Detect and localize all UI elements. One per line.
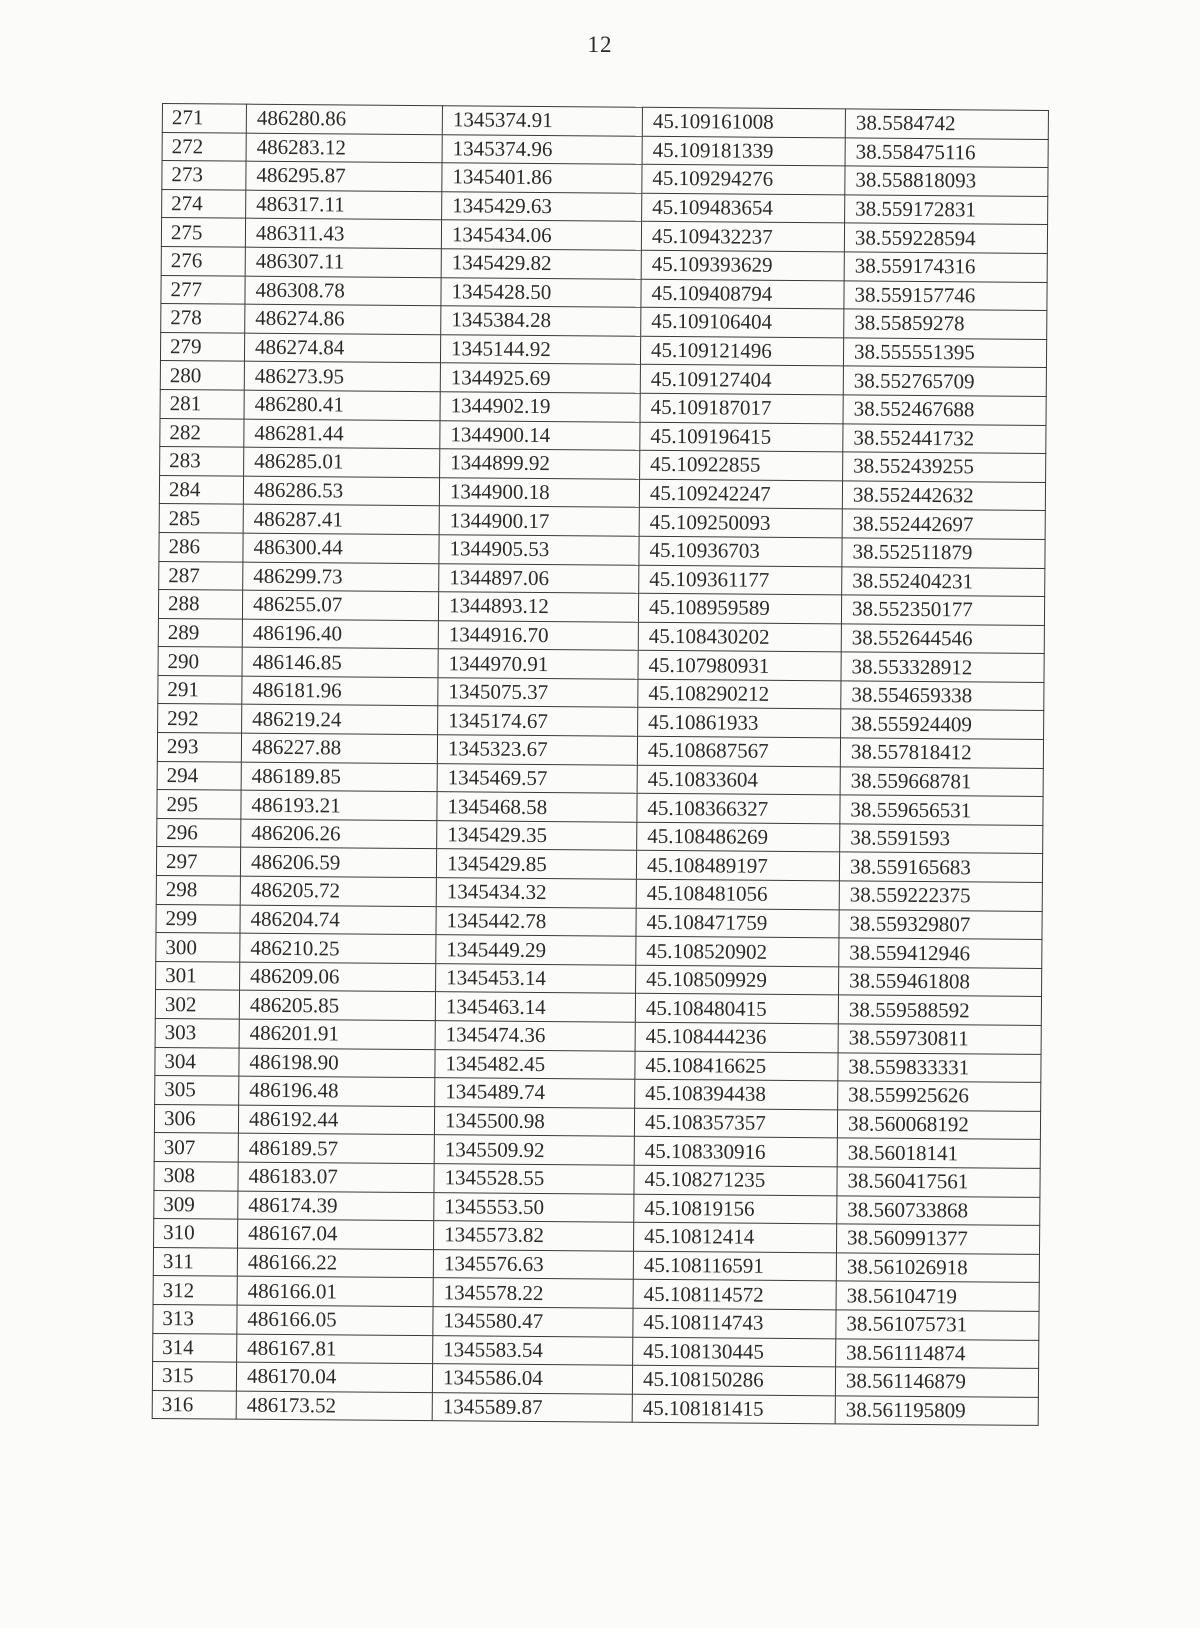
x-coordinate-cell: 486285.01 [244, 447, 440, 477]
point-number-cell: 275 [161, 218, 245, 247]
point-number-cell: 292 [158, 704, 242, 733]
y-coordinate-cell: 1344925.69 [440, 363, 640, 393]
y-coordinate-cell: 1345576.63 [433, 1249, 633, 1279]
point-number-cell: 297 [156, 847, 240, 876]
x-coordinate-cell: 486196.40 [242, 619, 438, 649]
latitude-cell: 45.109393629 [641, 250, 844, 280]
latitude-cell: 45.109187017 [640, 393, 843, 423]
latitude-cell: 45.10936703 [639, 536, 842, 566]
latitude-cell: 45.108150286 [632, 1365, 835, 1395]
latitude-cell: 45.108509929 [636, 965, 839, 995]
y-coordinate-cell: 1345075.37 [438, 678, 638, 708]
point-number-cell: 295 [157, 790, 241, 819]
x-coordinate-cell: 486206.59 [240, 848, 436, 878]
longitude-cell: 38.557818412 [840, 738, 1043, 768]
y-coordinate-cell: 1344905.53 [439, 535, 639, 565]
point-number-cell: 276 [161, 246, 245, 275]
point-number-cell: 309 [154, 1190, 238, 1219]
latitude-cell: 45.108271235 [634, 1165, 837, 1195]
point-number-cell: 272 [162, 132, 246, 161]
longitude-cell: 38.559329807 [839, 909, 1042, 939]
longitude-cell: 38.559172831 [845, 195, 1048, 225]
x-coordinate-cell: 486274.86 [245, 304, 441, 334]
point-number-cell: 281 [160, 389, 244, 418]
point-number-cell: 282 [160, 418, 244, 447]
point-number-cell: 313 [153, 1304, 237, 1333]
y-coordinate-cell: 1345553.50 [434, 1192, 634, 1222]
y-coordinate-cell: 1345374.91 [442, 106, 642, 136]
point-number-cell: 305 [155, 1076, 239, 1105]
y-coordinate-cell: 1345449.29 [436, 935, 636, 965]
y-coordinate-cell: 1345489.74 [435, 1078, 635, 1108]
latitude-cell: 45.108181415 [632, 1394, 835, 1424]
latitude-cell: 45.10833604 [637, 765, 840, 795]
latitude-cell: 45.108444236 [635, 1022, 838, 1052]
latitude-cell: 45.108114743 [633, 1308, 836, 1338]
latitude-cell: 45.107980931 [638, 651, 841, 681]
point-number-cell: 304 [155, 1047, 239, 1076]
point-number-cell: 312 [153, 1276, 237, 1305]
latitude-cell: 45.109408794 [641, 279, 844, 309]
latitude-cell: 45.108366327 [637, 794, 840, 824]
y-coordinate-cell: 1345429.35 [437, 821, 637, 851]
longitude-cell: 38.559668781 [840, 767, 1043, 797]
x-coordinate-cell: 486196.48 [239, 1076, 435, 1106]
latitude-cell: 45.109106404 [641, 307, 844, 337]
x-coordinate-cell: 486280.41 [244, 390, 440, 420]
y-coordinate-cell: 1344897.06 [439, 563, 639, 593]
x-coordinate-cell: 486181.96 [242, 676, 438, 706]
point-number-cell: 278 [161, 304, 245, 333]
latitude-cell: 45.109161008 [642, 107, 845, 137]
x-coordinate-cell: 486210.25 [240, 933, 436, 963]
y-coordinate-cell: 1345174.67 [438, 706, 638, 736]
longitude-cell: 38.559412946 [839, 938, 1042, 968]
longitude-cell: 38.560991377 [836, 1224, 1039, 1254]
point-number-cell: 279 [160, 332, 244, 361]
longitude-cell: 38.561114874 [836, 1338, 1039, 1368]
y-coordinate-cell: 1345589.87 [432, 1392, 632, 1422]
y-coordinate-cell: 1344916.70 [438, 620, 638, 650]
longitude-cell: 38.56018141 [837, 1138, 1040, 1168]
longitude-cell: 38.561075731 [836, 1310, 1039, 1340]
latitude-cell: 45.10819156 [634, 1194, 837, 1224]
y-coordinate-cell: 1345144.92 [440, 334, 640, 364]
latitude-cell: 45.109181339 [642, 136, 845, 166]
x-coordinate-cell: 486255.07 [242, 590, 438, 620]
latitude-cell: 45.109196415 [640, 422, 843, 452]
y-coordinate-cell: 1344893.12 [438, 592, 638, 622]
latitude-cell: 45.108520902 [636, 936, 839, 966]
latitude-cell: 45.108130445 [633, 1337, 836, 1367]
x-coordinate-cell: 486166.22 [237, 1248, 433, 1278]
x-coordinate-cell: 486287.41 [243, 504, 439, 534]
y-coordinate-cell: 1345434.06 [441, 220, 641, 250]
longitude-cell: 38.555551395 [843, 338, 1046, 368]
y-coordinate-cell: 1345453.14 [436, 963, 636, 993]
point-number-cell: 302 [155, 990, 239, 1019]
y-coordinate-cell: 1345384.28 [441, 306, 641, 336]
x-coordinate-cell: 486146.85 [242, 647, 438, 677]
y-coordinate-cell: 1345469.57 [437, 763, 637, 793]
y-coordinate-cell: 1345463.14 [435, 992, 635, 1022]
x-coordinate-cell: 486274.84 [244, 333, 440, 363]
y-coordinate-cell: 1345500.98 [434, 1106, 634, 1136]
x-coordinate-cell: 486205.72 [240, 876, 436, 906]
y-coordinate-cell: 1345429.82 [441, 249, 641, 279]
longitude-cell: 38.558818093 [845, 166, 1048, 196]
latitude-cell: 45.10922855 [640, 450, 843, 480]
longitude-cell: 38.5591593 [840, 824, 1043, 854]
point-number-cell: 298 [156, 876, 240, 905]
latitude-cell: 45.109432237 [641, 222, 844, 252]
point-number-cell: 286 [159, 532, 243, 561]
longitude-cell: 38.559656531 [840, 795, 1043, 825]
y-coordinate-cell: 1345586.04 [432, 1364, 632, 1394]
longitude-cell: 38.558475116 [845, 137, 1048, 167]
latitude-cell: 45.108116591 [633, 1251, 836, 1281]
y-coordinate-cell: 1344899.92 [440, 449, 640, 479]
y-coordinate-cell: 1345429.63 [442, 191, 642, 221]
longitude-cell: 38.552467688 [843, 395, 1046, 425]
latitude-cell: 45.108330916 [634, 1137, 837, 1167]
coordinates-table [152, 103, 1049, 1426]
latitude-cell: 45.108114572 [633, 1280, 836, 1310]
point-number-cell: 283 [160, 447, 244, 476]
longitude-cell: 38.553328912 [841, 652, 1044, 682]
x-coordinate-cell: 486311.43 [245, 219, 441, 249]
table-body [152, 104, 1048, 1426]
x-coordinate-cell: 486174.39 [238, 1191, 434, 1221]
longitude-cell: 38.552765709 [843, 366, 1046, 396]
point-number-cell: 288 [158, 590, 242, 619]
longitude-cell: 38.552350177 [841, 595, 1044, 625]
x-coordinate-cell: 486189.57 [238, 1134, 434, 1164]
longitude-cell: 38.560068192 [837, 1110, 1040, 1140]
point-number-cell: 290 [158, 647, 242, 676]
longitude-cell: 38.552442697 [842, 509, 1045, 539]
point-number-cell: 299 [156, 904, 240, 933]
y-coordinate-cell: 1344900.14 [440, 420, 640, 450]
point-number-cell: 293 [157, 733, 241, 762]
latitude-cell: 45.10861933 [638, 708, 841, 738]
y-coordinate-cell: 1344900.17 [439, 506, 639, 536]
y-coordinate-cell: 1345442.78 [436, 906, 636, 936]
latitude-cell: 45.108489197 [636, 851, 839, 881]
point-number-cell: 289 [158, 618, 242, 647]
latitude-cell: 45.108480415 [635, 994, 838, 1024]
longitude-cell: 38.561026918 [836, 1253, 1039, 1283]
x-coordinate-cell: 486167.81 [237, 1334, 433, 1364]
x-coordinate-cell: 486193.21 [241, 790, 437, 820]
point-number-cell: 307 [154, 1133, 238, 1162]
y-coordinate-cell: 1345578.22 [433, 1278, 633, 1308]
point-number-cell: 314 [153, 1333, 237, 1362]
latitude-cell: 45.109361177 [639, 565, 842, 595]
latitude-cell: 45.109242247 [639, 479, 842, 509]
point-number-cell: 285 [159, 504, 243, 533]
latitude-cell: 45.108481056 [636, 879, 839, 909]
latitude-cell: 45.109127404 [640, 365, 843, 395]
point-number-cell: 306 [154, 1104, 238, 1133]
y-coordinate-cell: 1345434.32 [436, 878, 636, 908]
longitude-cell: 38.559165683 [839, 852, 1042, 882]
x-coordinate-cell: 486286.53 [243, 476, 439, 506]
x-coordinate-cell: 486299.73 [243, 562, 439, 592]
y-coordinate-cell: 1345429.85 [436, 849, 636, 879]
latitude-cell: 45.108416625 [635, 1051, 838, 1081]
point-number-cell: 274 [162, 189, 246, 218]
point-number-cell: 280 [160, 361, 244, 390]
point-number-cell: 296 [157, 818, 241, 847]
x-coordinate-cell: 486308.78 [245, 276, 441, 306]
point-number-cell: 308 [154, 1161, 238, 1190]
x-coordinate-cell: 486281.44 [244, 419, 440, 449]
latitude-cell: 45.108687567 [637, 736, 840, 766]
longitude-cell: 38.5584742 [845, 109, 1048, 139]
x-coordinate-cell: 486192.44 [238, 1105, 434, 1135]
longitude-cell: 38.552442632 [842, 481, 1045, 511]
page-number: 12 [587, 32, 613, 57]
x-coordinate-cell: 486307.11 [245, 247, 441, 277]
x-coordinate-cell: 486219.24 [242, 705, 438, 735]
latitude-cell: 45.109250093 [639, 508, 842, 538]
point-number-cell: 301 [156, 961, 240, 990]
x-coordinate-cell: 486273.95 [244, 361, 440, 391]
longitude-cell: 38.554659338 [841, 681, 1044, 711]
y-coordinate-cell: 1345401.86 [442, 163, 642, 193]
x-coordinate-cell: 486205.85 [239, 991, 435, 1021]
point-number-cell: 303 [155, 1018, 239, 1047]
longitude-cell: 38.552441732 [843, 423, 1046, 453]
y-coordinate-cell: 1345583.54 [433, 1335, 633, 1365]
point-number-cell: 316 [152, 1390, 236, 1419]
latitude-cell: 45.108357357 [634, 1108, 837, 1138]
latitude-cell: 45.108290212 [638, 679, 841, 709]
x-coordinate-cell: 486189.85 [241, 762, 437, 792]
longitude-cell: 38.559174316 [844, 252, 1047, 282]
point-number-cell: 311 [153, 1247, 237, 1276]
longitude-cell: 38.56104719 [836, 1281, 1039, 1311]
y-coordinate-cell: 1345428.50 [441, 277, 641, 307]
y-coordinate-cell: 1344902.19 [440, 392, 640, 422]
latitude-cell: 45.10812414 [633, 1222, 836, 1252]
x-coordinate-cell: 486173.52 [236, 1391, 432, 1421]
x-coordinate-cell: 486209.06 [240, 962, 436, 992]
x-coordinate-cell: 486198.90 [239, 1048, 435, 1078]
longitude-cell: 38.552644546 [841, 624, 1044, 654]
x-coordinate-cell: 486280.86 [246, 104, 442, 134]
longitude-cell: 38.559833331 [838, 1052, 1041, 1082]
longitude-cell: 38.561195809 [835, 1396, 1038, 1426]
point-number-cell: 277 [161, 275, 245, 304]
x-coordinate-cell: 486201.91 [239, 1019, 435, 1049]
y-coordinate-cell: 1345474.36 [435, 1021, 635, 1051]
y-coordinate-cell: 1345580.47 [433, 1307, 633, 1337]
latitude-cell: 45.109121496 [640, 336, 843, 366]
x-coordinate-cell: 486317.11 [246, 190, 442, 220]
longitude-cell: 38.559730811 [838, 1024, 1041, 1054]
x-coordinate-cell: 486295.87 [246, 161, 442, 191]
longitude-cell: 38.561146879 [835, 1367, 1038, 1397]
longitude-cell: 38.559925626 [838, 1081, 1041, 1111]
x-coordinate-cell: 486206.26 [241, 819, 437, 849]
y-coordinate-cell: 1345323.67 [437, 735, 637, 765]
y-coordinate-cell: 1345573.82 [434, 1221, 634, 1251]
y-coordinate-cell: 1345374.96 [442, 134, 642, 164]
longitude-cell: 38.552439255 [843, 452, 1046, 482]
x-coordinate-cell: 486166.01 [237, 1276, 433, 1306]
longitude-cell: 38.55859278 [844, 309, 1047, 339]
latitude-cell: 45.108959589 [638, 593, 841, 623]
table-row [152, 1390, 1038, 1426]
longitude-cell: 38.555924409 [841, 709, 1044, 739]
x-coordinate-cell: 486227.88 [241, 733, 437, 763]
point-number-cell: 284 [159, 475, 243, 504]
longitude-cell: 38.560733868 [837, 1195, 1040, 1225]
x-coordinate-cell: 486183.07 [238, 1162, 434, 1192]
x-coordinate-cell: 486204.74 [240, 905, 436, 935]
longitude-cell: 38.552404231 [842, 566, 1045, 596]
latitude-cell: 45.109294276 [642, 164, 845, 194]
y-coordinate-cell: 1345528.55 [434, 1164, 634, 1194]
point-number-cell: 291 [158, 675, 242, 704]
latitude-cell: 45.108394438 [635, 1079, 838, 1109]
longitude-cell: 38.552511879 [842, 538, 1045, 568]
y-coordinate-cell: 1345509.92 [434, 1135, 634, 1165]
x-coordinate-cell: 486283.12 [246, 133, 442, 163]
y-coordinate-cell: 1344970.91 [438, 649, 638, 679]
longitude-cell: 38.559588592 [838, 995, 1041, 1025]
y-coordinate-cell: 1345468.58 [437, 792, 637, 822]
x-coordinate-cell: 486166.05 [237, 1305, 433, 1335]
point-number-cell: 273 [162, 161, 246, 190]
y-coordinate-cell: 1345482.45 [435, 1049, 635, 1079]
point-number-cell: 271 [162, 104, 246, 133]
longitude-cell: 38.559157746 [844, 280, 1047, 310]
longitude-cell: 38.560417561 [837, 1167, 1040, 1197]
longitude-cell: 38.559461808 [839, 967, 1042, 997]
point-number-cell: 294 [157, 761, 241, 790]
longitude-cell: 38.559228594 [844, 223, 1047, 253]
latitude-cell: 45.108471759 [636, 908, 839, 938]
latitude-cell: 45.108486269 [637, 822, 840, 852]
point-number-cell: 310 [154, 1219, 238, 1248]
point-number-cell: 315 [152, 1362, 236, 1391]
latitude-cell: 45.108430202 [638, 622, 841, 652]
x-coordinate-cell: 486167.04 [238, 1219, 434, 1249]
x-coordinate-cell: 486170.04 [236, 1362, 432, 1392]
latitude-cell: 45.109483654 [642, 193, 845, 223]
point-number-cell: 300 [156, 933, 240, 962]
point-number-cell: 287 [159, 561, 243, 590]
y-coordinate-cell: 1344900.18 [439, 477, 639, 507]
x-coordinate-cell: 486300.44 [243, 533, 439, 563]
longitude-cell: 38.559222375 [839, 881, 1042, 911]
